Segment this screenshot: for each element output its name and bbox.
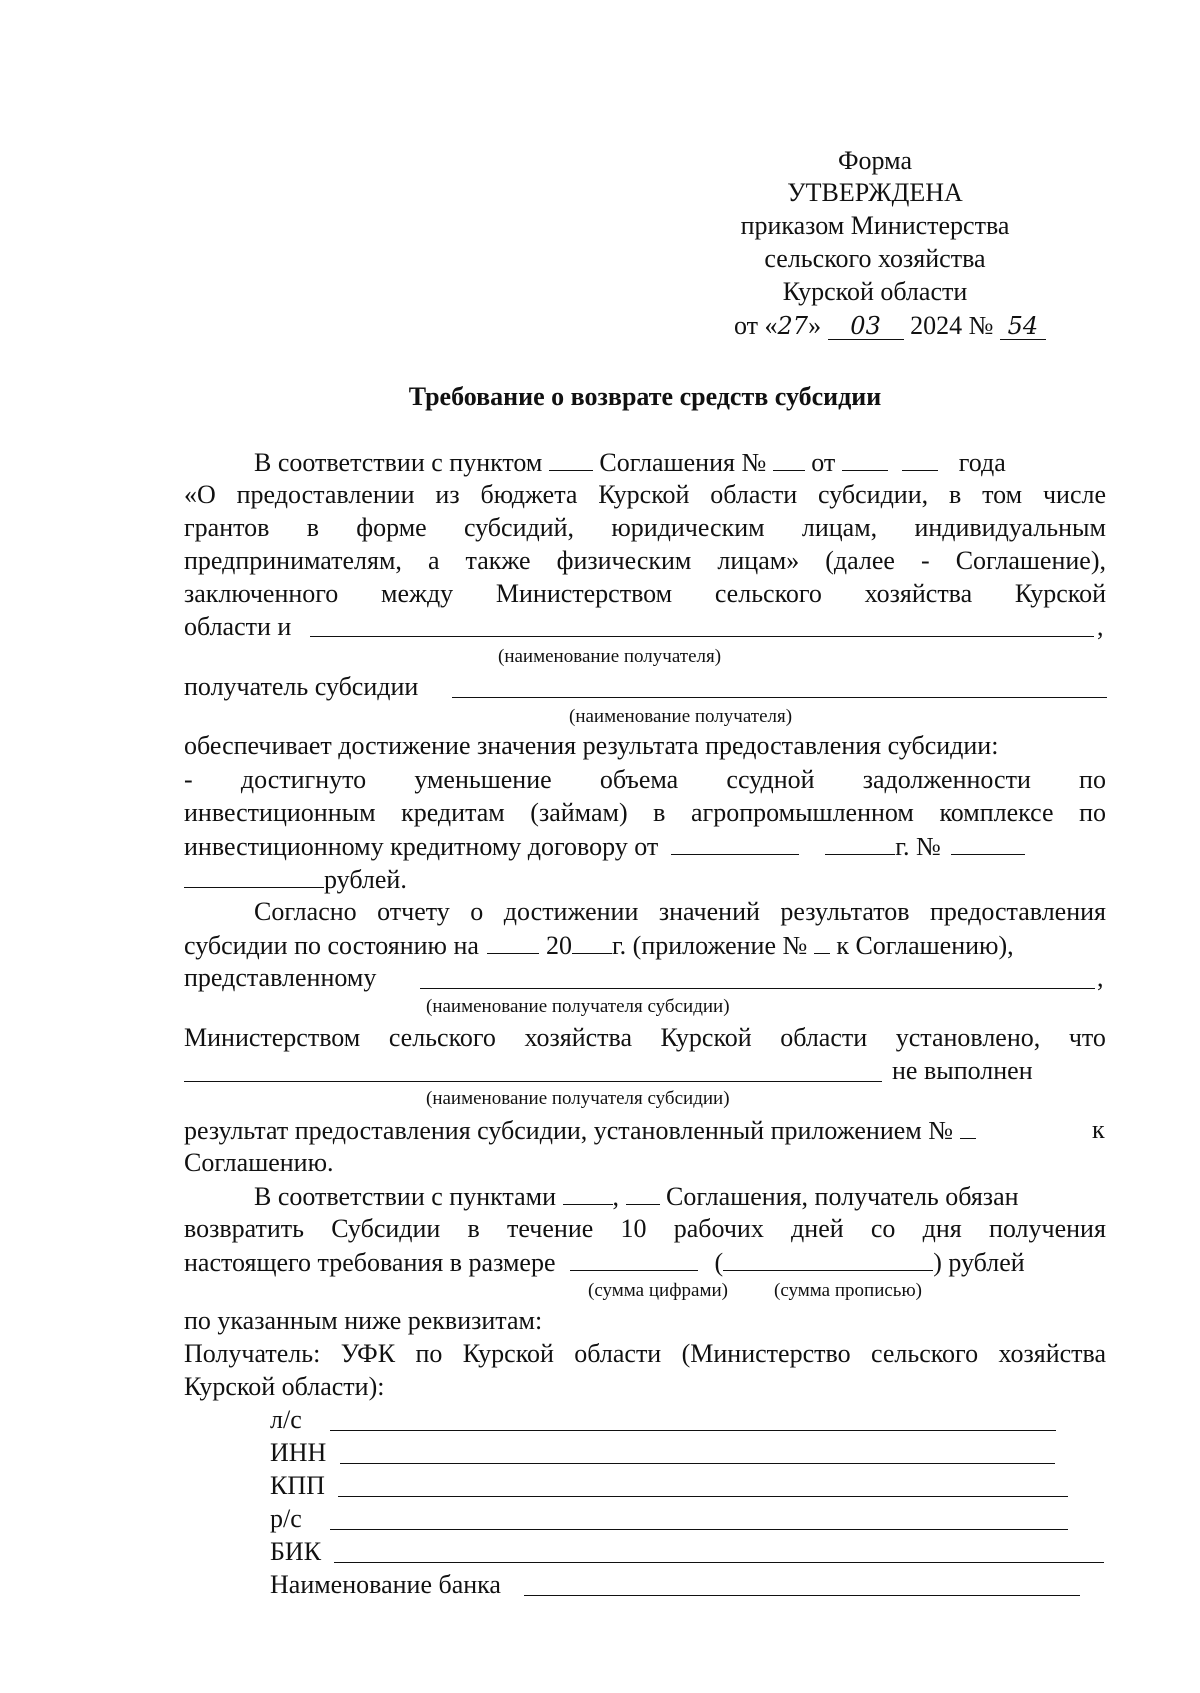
- word: хозяйства: [864, 579, 973, 608]
- p1-line1: [254, 446, 1006, 479]
- p1-text-c: от: [811, 448, 836, 477]
- p2-text-c: г. (приложение №: [611, 931, 808, 960]
- blank-sum-words: [723, 1246, 933, 1271]
- word: течение: [507, 1214, 594, 1243]
- blank-sum-digits: [570, 1246, 698, 1271]
- word: дней: [791, 1214, 844, 1243]
- p1-text-d: года: [958, 448, 1006, 477]
- word: в: [467, 1214, 480, 1243]
- blank-recipient-name: [310, 636, 1094, 637]
- p1-text-a: В соответствии с пунктом: [254, 448, 543, 477]
- p2-year-prefix: 20: [545, 931, 572, 960]
- caption-sum-words: (сумма прописью): [774, 1280, 922, 1301]
- approval-ministry: сельского хозяйства: [764, 244, 986, 273]
- p1-line2: «О предоставлении из бюджета Курской области субсидии, в том числе: [184, 480, 1106, 509]
- p1-rubles: рублей.: [324, 865, 407, 894]
- word: сельского: [714, 579, 822, 608]
- word: 10: [620, 1214, 647, 1243]
- p3-size-text: настоящего требования в размере: [184, 1248, 556, 1277]
- document-title: Требование о возврате средств субсидии: [408, 382, 882, 411]
- p2-line3-comma: ,: [1097, 963, 1104, 992]
- blank-agreement-number: [773, 446, 805, 471]
- p3-line2: [184, 1213, 1106, 1245]
- p2-line3: представленному: [184, 963, 377, 992]
- blank-report-date: [487, 929, 539, 954]
- p3-line5: Получатель: УФК по Курской области (Министерство сельского хозяйства: [184, 1339, 1106, 1368]
- label-kpp: КПП: [270, 1471, 325, 1500]
- blank-report-year: [572, 929, 612, 954]
- word: индивидуальным: [914, 513, 1106, 542]
- p2-text-d: к Соглашению),: [836, 931, 1014, 960]
- p1-contract-text: инвестиционному кредитному договору от: [184, 832, 659, 861]
- p3-text-c: Соглашения, получатель обязан: [666, 1182, 1019, 1211]
- blank-agreement-month: [902, 446, 938, 471]
- label-rs: р/с: [270, 1504, 302, 1533]
- word: уменьшение: [414, 765, 552, 794]
- word: Курской: [1014, 579, 1106, 608]
- word: установлено,: [895, 1023, 1041, 1052]
- word: -: [184, 765, 193, 794]
- handwritten-month: 03: [850, 312, 881, 340]
- p1-line4: предпринимателям, а также физическим лицам» (далее - Соглашение),: [184, 546, 1106, 575]
- word: юридическим: [611, 513, 765, 542]
- blank-point-2: [626, 1180, 660, 1205]
- p2-line7: Соглашению.: [184, 1148, 334, 1177]
- p3-line6: Курской области):: [184, 1372, 385, 1401]
- word: по: [1079, 765, 1106, 794]
- p2-line6-end: к: [1092, 1115, 1105, 1144]
- p1-contract-no: г. №: [895, 832, 941, 861]
- p1-line9: [184, 764, 1106, 796]
- p2-line1: Согласно отчету о достижении значений результатов предоставления: [254, 897, 1106, 926]
- approval-year: 2024 №: [910, 311, 994, 340]
- date-prefix: от «: [734, 311, 778, 340]
- field-kpp[interactable]: [338, 1496, 1068, 1497]
- blank-contract-year: [825, 830, 895, 855]
- label-ls: л/с: [270, 1405, 302, 1434]
- word: что: [1068, 1023, 1106, 1052]
- p1-line10: инвестиционным кредитам (займам) в агропромышленном комплексе по: [184, 798, 1106, 827]
- word: Министерством: [495, 579, 673, 608]
- caption-non-compliant: (наименование получателя субсидии): [426, 1088, 730, 1109]
- p1-line7: получатель субсидии: [184, 672, 419, 701]
- blank-contract-number: [951, 830, 1025, 855]
- p3-line1: [254, 1180, 1019, 1213]
- field-bank[interactable]: [524, 1595, 1080, 1596]
- p2-result-text: результат предоставления субсидии, установленный приложением №: [184, 1116, 954, 1145]
- word: форме: [356, 513, 427, 542]
- word: хозяйства: [524, 1023, 632, 1052]
- blank-amount: [184, 863, 324, 888]
- word: задолженности: [862, 765, 1031, 794]
- blank-point-1: [563, 1180, 613, 1205]
- field-ls[interactable]: [330, 1430, 1056, 1431]
- label-bik: БИК: [270, 1537, 322, 1566]
- label-inn: ИНН: [270, 1438, 327, 1467]
- word: получения: [988, 1214, 1106, 1243]
- word: заключенного: [184, 579, 339, 608]
- word: со: [870, 1214, 896, 1243]
- approval-region: Курской области: [782, 277, 968, 306]
- p2-line5: не выполнен: [892, 1056, 1033, 1085]
- date-close: »: [808, 311, 822, 340]
- p1-line8: обеспечивает достижение значения результата предоставления субсидии:: [184, 731, 999, 760]
- field-inn[interactable]: [340, 1463, 1055, 1464]
- p1-line6-comma: ,: [1097, 612, 1104, 641]
- word: Министерством: [184, 1023, 361, 1052]
- blank-contract-date: [671, 830, 799, 855]
- p3-line4: по указанным ниже реквизитам:: [184, 1306, 543, 1335]
- blank-presenter: [420, 988, 1095, 989]
- approval-order: приказом Министерства: [740, 211, 1010, 240]
- field-bik[interactable]: [334, 1562, 1104, 1563]
- p2-line4: [184, 1022, 1106, 1054]
- word: лицам,: [801, 513, 878, 542]
- p1-line11: [184, 830, 1025, 863]
- word: в: [306, 513, 319, 542]
- p3-paren-open: (: [714, 1248, 724, 1277]
- p1-line3: [184, 512, 1106, 544]
- word: между: [381, 579, 454, 608]
- blank-agreement-day: [842, 446, 888, 471]
- word: рабочих: [673, 1214, 764, 1243]
- p3-text-a: В соответствии с пунктами: [254, 1182, 556, 1211]
- word: дня: [922, 1214, 962, 1243]
- caption-sum-digits: (сумма цифрами): [588, 1280, 728, 1301]
- p1-line12: [184, 863, 407, 896]
- word: сельского: [388, 1023, 496, 1052]
- word: Курской: [660, 1023, 752, 1052]
- p3-line3: [184, 1246, 1025, 1279]
- word: достигнуто: [240, 765, 367, 794]
- caption-subsidy-recipient: (наименование получателя): [569, 706, 793, 727]
- approval-date-line: [734, 310, 1046, 342]
- word: субсидий,: [463, 513, 575, 542]
- approval-approved: УТВЕРЖДЕНА: [787, 178, 963, 207]
- p1-text-b: Соглашения №: [599, 448, 767, 477]
- p2-text-a: субсидии по состоянию на: [184, 931, 479, 960]
- caption-recipient-name: (наименование получателя): [498, 646, 722, 667]
- p3-comma: ,: [612, 1182, 619, 1211]
- label-bank: Наименование банка: [270, 1570, 501, 1599]
- field-rs[interactable]: [330, 1529, 1068, 1530]
- word: области: [780, 1023, 868, 1052]
- caption-presenter: (наименование получателя субсидии): [426, 996, 730, 1017]
- p2-line2: [184, 929, 1014, 962]
- word: возвратить: [184, 1214, 305, 1243]
- word: грантов: [184, 513, 270, 542]
- handwritten-day: 27: [777, 312, 809, 340]
- blank-appendix-number: [814, 929, 830, 954]
- word: ссудной: [726, 765, 815, 794]
- word: Субсидии: [331, 1214, 441, 1243]
- word: объема: [599, 765, 679, 794]
- blank-non-compliant-recipient: [184, 1081, 882, 1082]
- p3-rubles: ) рублей: [933, 1248, 1025, 1277]
- p1-line5: [184, 578, 1106, 610]
- handwritten-number: 54: [1007, 312, 1039, 340]
- blank-result-appendix: [960, 1114, 976, 1139]
- p1-line6: области и: [184, 612, 292, 641]
- blank-subsidy-recipient: [452, 697, 1107, 698]
- p2-line6: [184, 1114, 976, 1147]
- approval-form: Форма: [838, 146, 912, 175]
- blank-point: [549, 446, 593, 471]
